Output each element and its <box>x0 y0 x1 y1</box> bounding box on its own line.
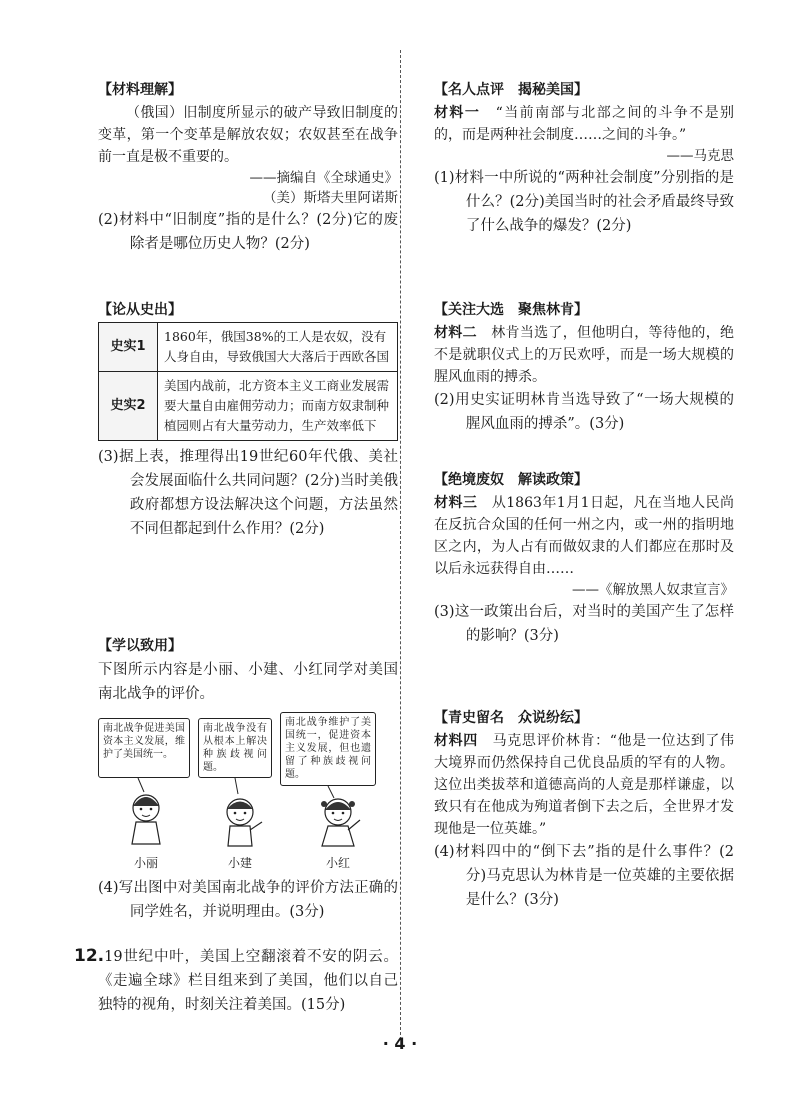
section-history-views <box>434 708 734 912</box>
student-xiaoli-figure <box>132 795 160 844</box>
section-heading: 【青史留名 众说纷纭】 <box>434 710 588 726</box>
question-4: (4)写出图中对美国南北战争的评价方法正确的同学姓名，并说明理由。(3分) <box>98 880 398 920</box>
section-heading: 【名人点评 揭秘美国】 <box>434 82 588 98</box>
fact-text: 1860年，俄国38%的工人是农奴，没有人身自由，导致俄国大大落后于西欧各国 <box>158 323 398 372</box>
fact-text: 美国内战前，北方资本主义工商业发展需要大量自由雇佣劳动力；而南方奴隶制种植园则占有大量劳动力，生产效率低下 <box>158 372 398 441</box>
question-3: (3)据上表，推理得出19世纪60年代俄、美社会发展面临什么共同问题？(2分)当时美俄政府都想方设法解决这个问题，方法虽然不同但都起到什么作用？(2分) <box>98 449 398 537</box>
table-row <box>99 372 398 441</box>
question-number: 12. <box>74 946 105 966</box>
section-heading: 【学以致用】 <box>98 638 182 654</box>
name-xiaojian: 小建 <box>227 856 252 870</box>
speech-bubble-xiaohong: 南北战争维护了美国统一，促进资本主义发展，但也遗留了种族歧视问题。 <box>280 712 376 786</box>
section-apply-learning <box>98 636 398 924</box>
fact-label: 史实2 <box>99 372 158 441</box>
source-citation: ——马克思 <box>666 148 734 164</box>
question-2: (2)用史实证明林肯当选导致了“一场大规模的腥风血雨的搏杀”。(3分) <box>434 392 734 432</box>
section-heading: 【绝境废奴 解读政策】 <box>434 472 588 488</box>
material-text: 马克思评价林肯：“他是一位达到了伟大境界而仍然保持自己优良品质的罕有的人物。这位出类拔萃和道德高尚的人竟是那样谦虚，以致只有在他成为殉道者倒下去之后，全世界才发现他是一位英雄。” <box>434 733 735 837</box>
material-text: 林肯当选了，但他明白，等待他的，绝不是就职仪式上的万民欢呼，而是一场大规模的腥风血雨的搏杀。 <box>434 325 735 385</box>
section-abolition-policy <box>434 470 734 648</box>
section-famous-comments <box>434 80 734 238</box>
column-divider <box>400 50 401 1040</box>
section-heading: 【关注大选 聚焦林肯】 <box>434 302 588 318</box>
material-label: 材料三 <box>434 495 478 511</box>
question-4: (4)材料四中的“倒下去”指的是什么事件？(2分)马克思认为林肯是一位英雄的主要依据是什么？(3分) <box>434 844 734 908</box>
source-citation: ——《解放黑人奴隶宣言》 <box>572 582 734 598</box>
intro-text: 下图所示内容是小丽、小建、小红同学对美国南北战争的评价。 <box>98 662 398 702</box>
fact-label: 史实1 <box>99 323 158 372</box>
source-citation: ——摘编自《全球通史》 <box>249 170 398 186</box>
section-history-facts <box>98 300 398 541</box>
question-12 <box>74 944 398 1017</box>
student-xiaojian-figure <box>227 799 262 846</box>
question-2: (2)材料中“旧制度”指的是什么？(2分)它的废除者是哪位历史人物？(2分) <box>98 212 398 252</box>
section-election-lincoln <box>434 300 734 436</box>
name-xiaohong: 小红 <box>325 856 350 870</box>
section-material-understanding <box>98 80 398 256</box>
question-12-text: 19世纪中叶，美国上空翻滚着不安的阴云。《走遍全球》栏目组来到了美国，他们以自己独特的视角，时刻关注着美国。(15分) <box>98 949 398 1013</box>
question-1: (1)材料一中所说的“两种社会制度”分别指的是什么？(2分)美国当时的社会矛盾最终导致了什么战争的爆发？(2分) <box>434 170 734 234</box>
question-3: (3)这一政策出台后，对当时的美国产生了怎样的影响？(3分) <box>434 604 734 644</box>
material-label: 材料四 <box>434 733 478 749</box>
material-label: 材料一 <box>434 105 481 121</box>
student-names <box>98 854 398 876</box>
name-xiaoli: 小丽 <box>133 856 158 870</box>
section-heading: 【论从史出】 <box>98 302 182 318</box>
table-row <box>99 323 398 372</box>
material-label: 材料二 <box>434 325 477 341</box>
speech-bubble-xiaoli: 南北战争促进美国资本主义发展，维护了美国统一。 <box>98 718 190 778</box>
section-heading: 【材料理解】 <box>98 82 182 98</box>
source-author: （美）斯塔夫里阿诺斯 <box>263 190 398 206</box>
facts-table <box>98 322 398 441</box>
students-figures <box>98 712 398 854</box>
cartoon-illustration <box>98 712 398 854</box>
material-text: （俄国）旧制度所显示的破产导致旧制度的变革，第一个变革是解放农奴；农奴甚至在战争前一直是极不重要的。 <box>98 105 398 165</box>
speech-bubble-xiaojian: 南北战争没有从根本上解决种族歧视问题。 <box>198 718 272 778</box>
page-number: · 4 · <box>382 1034 418 1053</box>
material-text: 从1863年1月1日起，凡在当地人民尚在反抗合众国的任何一州之内，或一州的指明地区之内，为人占有而做奴隶的人们都应在那时及以后永远获得自由…… <box>434 495 735 577</box>
material-text: “当前南部与北部之间的斗争不是别的，而是两种社会制度……之间的斗争。” <box>434 105 735 143</box>
student-xiaohong-figure <box>321 799 360 846</box>
